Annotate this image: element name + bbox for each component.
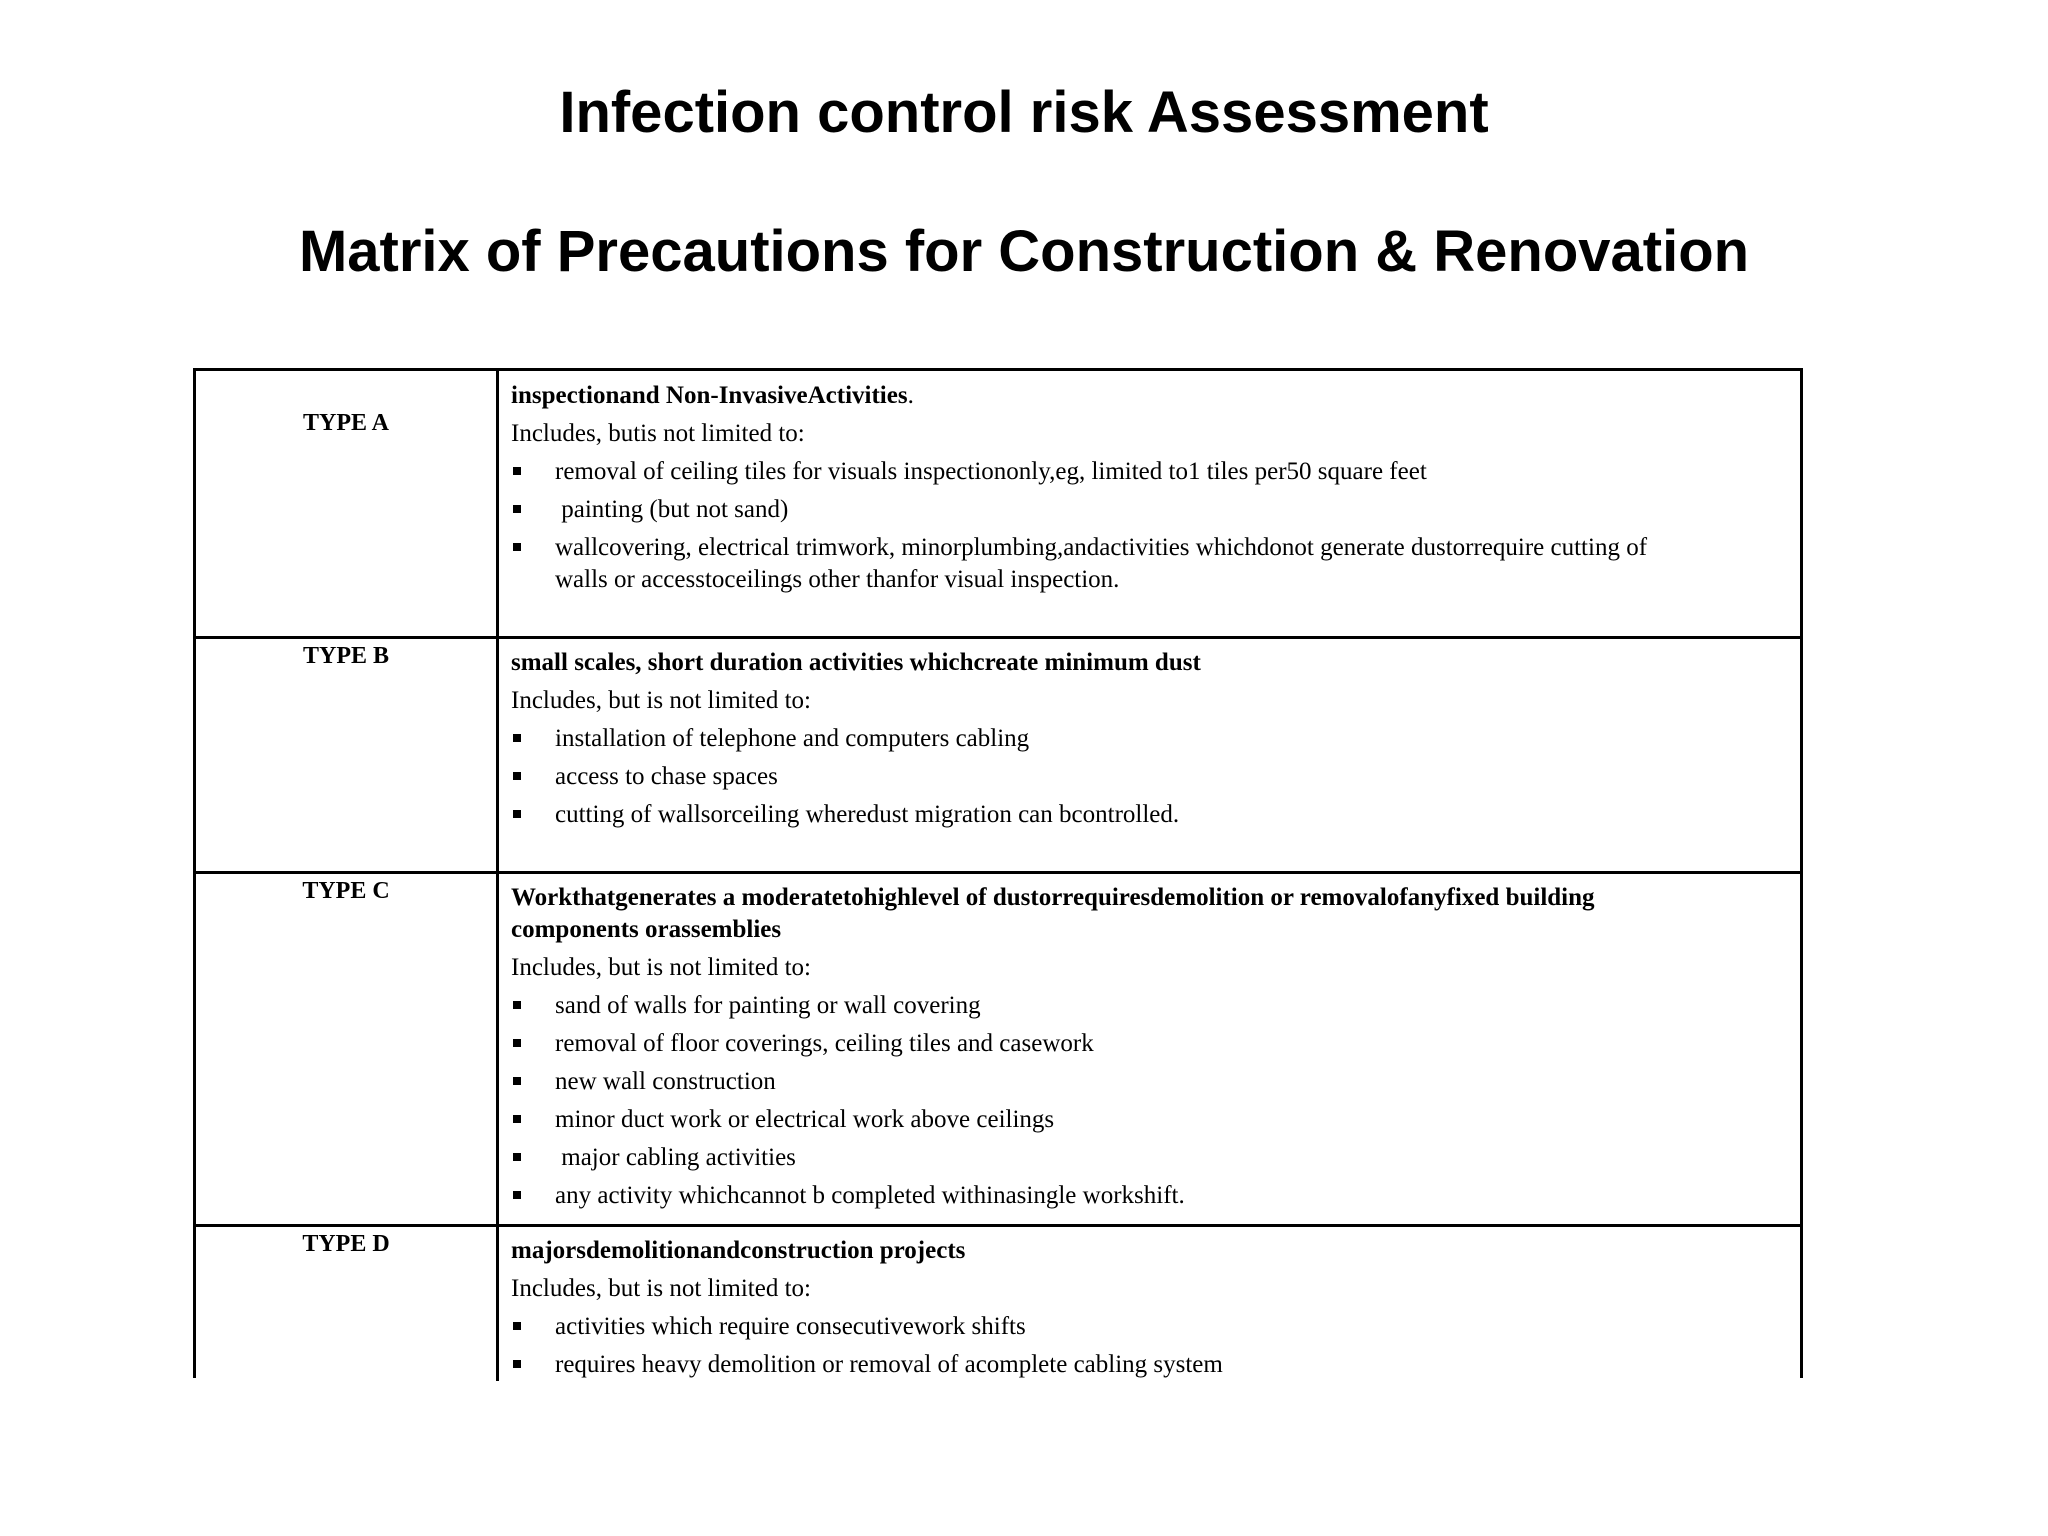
type-heading: inspectionand Non-InvasiveActivities xyxy=(511,382,908,409)
table-row-type-c xyxy=(196,874,1800,1227)
list-item-text: minor duct work or electrical work above ceilings xyxy=(555,1106,1055,1133)
square-bullet-icon xyxy=(513,543,521,551)
list-item xyxy=(511,1180,1640,1212)
square-bullet-icon xyxy=(513,1039,521,1047)
table-row-type-d xyxy=(196,1227,1800,1381)
table-row-type-b xyxy=(196,639,1800,874)
type-item-list xyxy=(511,990,1640,1212)
list-item xyxy=(511,532,1780,596)
list-item-text: wallcovering, electrical trimwork, minorplumbing,andactivities whichdonot generate dustorrequire cutting of walls or accesstoceilings other thanfor visual inspection. xyxy=(555,534,1648,593)
type-description xyxy=(511,380,1780,596)
list-item-text: access to chase spaces xyxy=(555,763,778,790)
type-label: TYPE C xyxy=(302,878,390,904)
list-item xyxy=(511,1311,1780,1343)
page-subtitle: Matrix of Precautions for Construction & Renovation xyxy=(298,219,1750,284)
precautions-matrix-table xyxy=(193,368,1803,1378)
list-item xyxy=(511,1028,1640,1060)
list-item xyxy=(511,456,1780,488)
list-item xyxy=(511,990,1640,1022)
type-heading: Workthatgenerates a moderatetohighlevel of dustorrequiresdemolition or removalofanyfixed building components orassemblies xyxy=(511,884,1595,943)
page-title: Infection control risk Assessment xyxy=(559,80,1489,145)
type-intro: Includes, butis not limited to: xyxy=(511,420,805,447)
list-item-text: sand of walls for painting or wall covering xyxy=(555,992,981,1019)
type-item-list xyxy=(511,1311,1780,1381)
square-bullet-icon xyxy=(513,1153,521,1161)
column-divider xyxy=(496,639,499,871)
square-bullet-icon xyxy=(513,1001,521,1009)
type-label: TYPE B xyxy=(302,643,389,669)
type-description xyxy=(511,647,1780,831)
list-item xyxy=(511,1349,1780,1381)
table-row-type-a xyxy=(196,371,1800,639)
type-heading: small scales, short duration activities whichcreate minimum dust xyxy=(511,649,1201,676)
list-item xyxy=(511,761,1780,793)
heading-suffix: . xyxy=(907,382,914,409)
list-item xyxy=(511,723,1780,755)
list-item-text: removal of ceiling tiles for visuals inspectiononly,eg, limited to1 tiles per50 square feet xyxy=(555,458,1427,485)
type-heading: majorsdemolitionandconstruction projects xyxy=(511,1237,966,1264)
list-item-text: requires heavy demolition or removal of acomplete cabling system xyxy=(555,1351,1223,1378)
type-description xyxy=(511,882,1640,1212)
square-bullet-icon xyxy=(513,810,521,818)
list-item xyxy=(511,799,1780,831)
type-intro: Includes, but is not limited to: xyxy=(511,1275,811,1302)
list-item-text: any activity whichcannot b completed withinasingle workshift. xyxy=(555,1182,1185,1209)
list-item-text: cutting of wallsorceiling wheredust migration can bcontrolled. xyxy=(555,801,1180,828)
list-item-text: painting (but not sand) xyxy=(555,496,789,523)
list-item xyxy=(511,494,1780,526)
list-item xyxy=(511,1104,1640,1136)
list-item-text: major cabling activities xyxy=(555,1144,796,1171)
list-item xyxy=(511,1142,1640,1174)
list-item-text: new wall construction xyxy=(555,1068,776,1095)
type-item-list xyxy=(511,723,1780,831)
square-bullet-icon xyxy=(513,1077,521,1085)
column-divider xyxy=(496,1227,499,1381)
type-intro: Includes, but is not limited to: xyxy=(511,687,811,714)
square-bullet-icon xyxy=(513,505,521,513)
type-item-list xyxy=(511,456,1780,596)
square-bullet-icon xyxy=(513,1360,521,1368)
column-divider xyxy=(496,874,499,1224)
list-item-text: installation of telephone and computers cabling xyxy=(555,725,1030,752)
square-bullet-icon xyxy=(513,1191,521,1199)
type-intro: Includes, but is not limited to: xyxy=(511,954,811,981)
list-item-text: activities which require consecutivework shifts xyxy=(555,1313,1026,1340)
square-bullet-icon xyxy=(513,734,521,742)
type-description xyxy=(511,1235,1780,1381)
column-divider xyxy=(496,371,499,636)
square-bullet-icon xyxy=(513,467,521,475)
type-label: TYPE A xyxy=(302,410,389,436)
list-item xyxy=(511,1066,1640,1098)
list-item-text: removal of floor coverings, ceiling tiles and casework xyxy=(555,1030,1094,1057)
type-label: TYPE D xyxy=(302,1231,390,1257)
square-bullet-icon xyxy=(513,1322,521,1330)
square-bullet-icon xyxy=(513,772,521,780)
square-bullet-icon xyxy=(513,1115,521,1123)
